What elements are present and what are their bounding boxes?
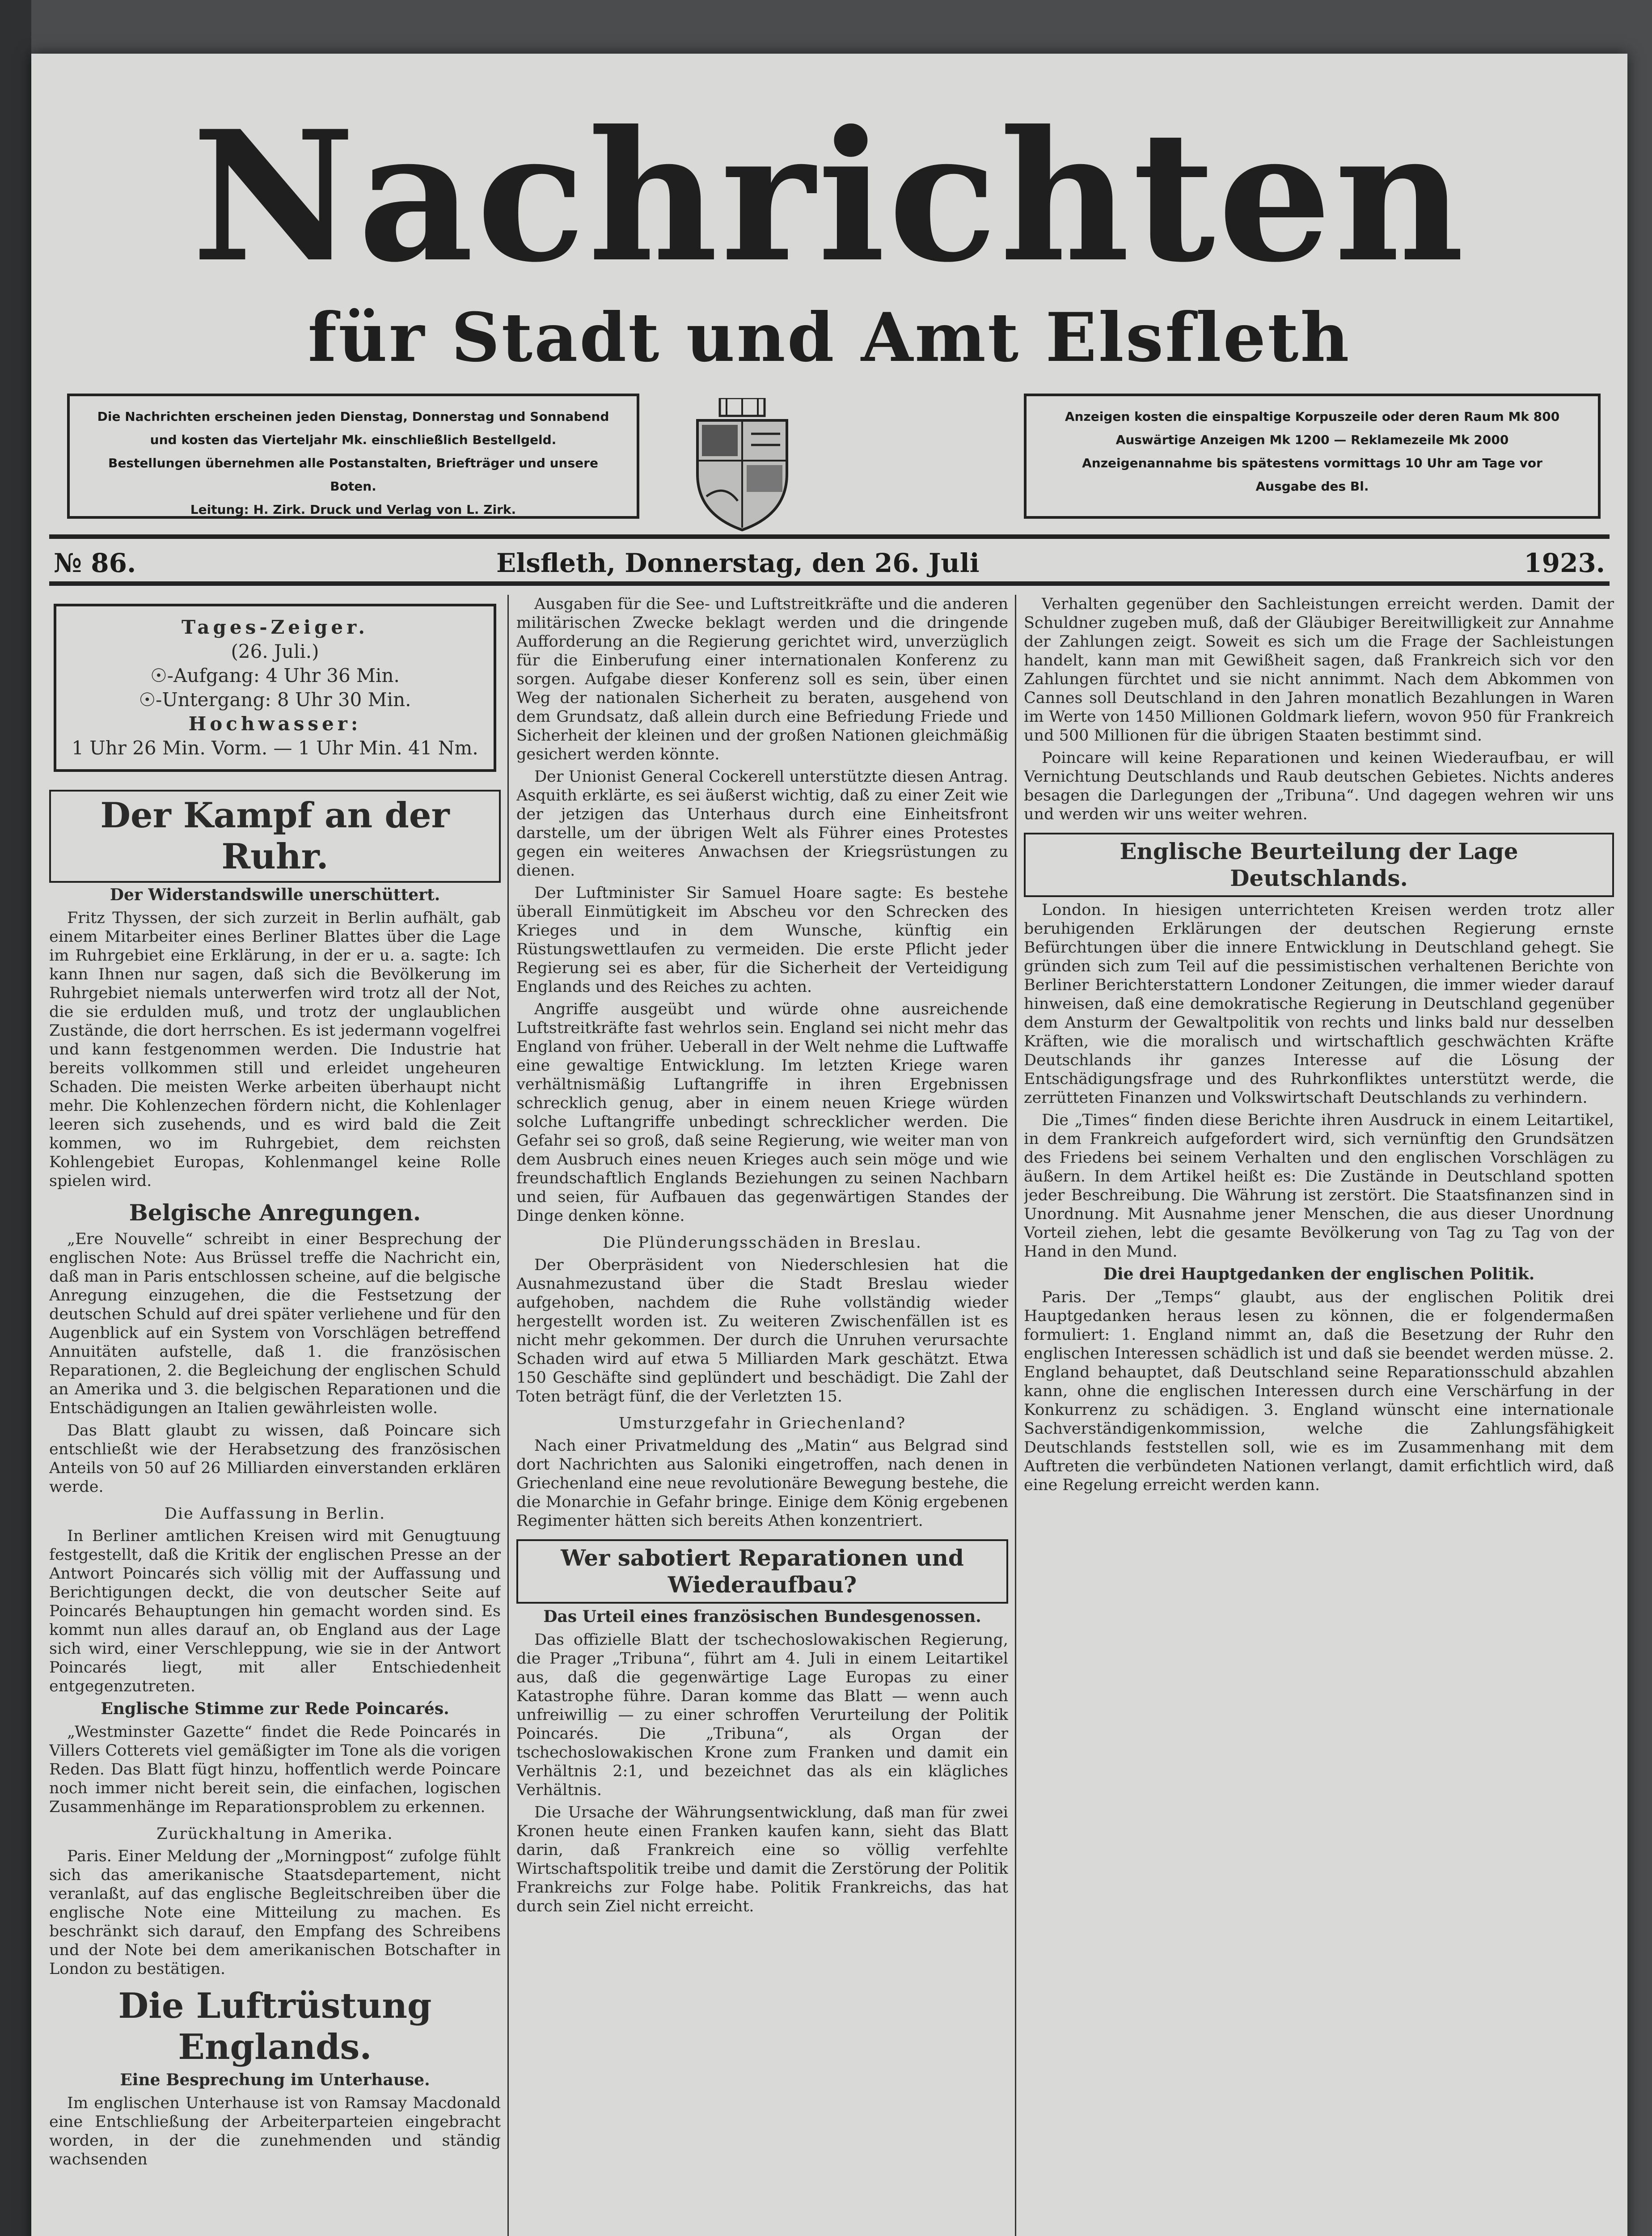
article-paragraph: Nach einer Privatmeldung des „Matin“ aus Belgrad sind dort Nachrichten aus Saloniki eingetroffen, nach denen in Griechenland eine neue revolutionäre Bewegung bestehe, die die Monarchie in Gefahr bringe. Einige dem König ergebenen Regimenter hätten sich bereits Athen konzentriert. [516, 1437, 1008, 1530]
dateline [49, 548, 1610, 584]
subscription-info-box [67, 394, 639, 519]
day-indicator-box [54, 604, 496, 772]
high-tide-times: 1 Uhr 26 Min. Vorm. — 1 Uhr Min. 41 Nm. [72, 737, 478, 759]
article-paragraph: In Berliner amtlichen Kreisen wird mit Genugtuung festgestellt, daß die Kritik der englischen Presse an der Antwort Poincarés sich völlig mit der Auffassung und Berichtigungen deckt, die von deutscher Seite auf Poincarés Behauptungen hin gemacht worden sind. Es kommt nun alles darauf an, ob England aus der Lage sich wird, einer Verschleppung, wie sie in der Antwort Poincarés liegt, mit aller Entschiedenheit entgegenzutreten. [49, 1527, 501, 1695]
section-heading: Englische Stimme zur Rede Poincarés. [101, 1699, 449, 1718]
advertising-info-box [1024, 394, 1601, 519]
section-heading: Die drei Hauptgedanken der englischen Politik. [1103, 1265, 1535, 1283]
advertising-line: Ausgabe des Bl. [1255, 479, 1369, 494]
divider [49, 534, 1610, 539]
article-subheadline: Der Widerstandswille unerschüttert. [110, 885, 440, 904]
article-paragraph: Das Blatt glaubt zu wissen, daß Poincare sich entschließt wie der Herabsetzung des französischen Anteils von 50 auf 26 Milliarden einverstanden erklären werde. [49, 1422, 501, 1496]
section-heading: Belgische Anregungen. [129, 1199, 421, 1226]
article-paragraph: Der Luftminister Sir Samuel Hoare sagte: Es bestehe überall Einmütigkeit im Abscheu vor den Schrecken des Krieges und in dem Wunsche, künftig ein Rüstungswettlaufen zu vermeiden. Die erste Pflicht jeder Regierung sei es aber, für die Sicherheit der Verteidigung Englands und des Reiches zu achten. [516, 884, 1008, 996]
section-heading: Die Plünderungsschäden in Breslau. [603, 1234, 922, 1252]
article-paragraph: „Westminster Gazette“ findet die Rede Poincarés in Villers Cotterets viel gemäßigter im Tone als die vorigen Reden. Das Blatt fügt hinzu, hoffentlich werde Poincare noch immer nicht bereit sein, die einfachen, logischen Zusammenhänge im Reparationsproblem zu erkennen. [49, 1723, 501, 1816]
article-headline: Wer sabotiert Reparationen und Wiederaufbau? [516, 1539, 1008, 1604]
article-headline: Die Luftrüstung Englands. [118, 1986, 432, 2067]
high-tide-title: Hochwasser: [188, 713, 362, 735]
article-paragraph: Die „Times“ finden diese Berichte ihren Ausdruck in einem Leitartikel, in dem Frankreich aufgefordert wird, sich vernünftig den Grundsätzen des Friedens bei seinem Verhalten und den englischen Vorschlägen zu äußern. In dem Artikel heißt es: Die Zustände in Deutschland spotten jeder Beschreibung. Die Währung ist zerstört. Die Staatsfinanzen sind in Unordnung. Mit Ausnahme jener Menschen, die aus dieser Unordnung Vorteil ziehen, lebt die gesamte Bevölkerung von Tag zu Tag von der Hand in den Mund. [1024, 1111, 1614, 1261]
column-2 [516, 595, 1008, 2236]
subscription-line: Die Nachrichten erscheinen jeden Dienstag, Donnerstag und Sonnabend [97, 409, 609, 424]
day-indicator-date: (26. Juli.) [231, 640, 319, 662]
article-subheadline: Eine Besprechung im Unterhause. [120, 2071, 430, 2089]
section-heading: Umsturzgefahr in Griechenland? [618, 1414, 906, 1432]
book-spine [0, 0, 31, 2236]
section-heading: Die Auffassung in Berlin. [164, 1505, 386, 1523]
sunrise: ☉-Aufgang: 4 Uhr 36 Min. [150, 665, 400, 686]
masthead-title: Nachrichten [191, 92, 1467, 302]
newspaper-page [31, 54, 1627, 2236]
column-divider [507, 595, 509, 2236]
subscription-line: und kosten das Vierteljahr Mk. einschließlich Bestellgeld. [150, 432, 557, 447]
article-paragraph: Angriffe ausgeübt und würde ohne ausreichende Luftstreitkräfte fast wehrlos sein. England sei nicht mehr das England von früher. Ueberall in der Welt nehme die Luftwaffe eine gewaltige Entwicklung. Im letzten Kriege waren verhältnismäßig Luftangriffe in ihren Ergebnissen schrecklich genug, aber in einem neuen Kriege würden solche Luftangriffe unbedingt schrecklicher werden. Die Gefahr sei so groß, daß seine Regierung, wie weiter man von dem Ausbruch eines neuen Krieges auch sein möge und wie freundschaftlich Englands Beziehungen zu seinen Nachbarn und seien, für Aufbauen das gegenwärtigen Standes der Dinge denken könne. [516, 1000, 1008, 1225]
advertising-line: Anzeigenannahme bis spätestens vormittags 10 Uhr am Tage vor [1082, 456, 1542, 470]
column-divider [1015, 595, 1016, 2236]
masthead [49, 54, 1610, 519]
masthead-subtitle: für Stadt und Amt Elsfleth [308, 298, 1351, 377]
article-paragraph: Im englischen Unterhause ist von Ramsay Macdonald eine Entschließung der Arbeiterparteien eingebracht worden, in der die zunehmenden und ständig wachsenden [49, 2094, 501, 2168]
article-headline: Der Kampf an der Ruhr. [49, 790, 501, 883]
article-paragraph: Ausgaben für die See- und Luftstreitkräfte und die anderen militärischen Zwecke beklagt werden und die dringende Aufforderung an die Regierung gerichtet wird, unverzüglich für die Einberufung einer internationalen Konferenz zu sorgen. Aufgabe dieser Konferenz soll es sein, über einen Weg der nationalen Sicherheit zu beraten, ausgehend von dem Grundsatz, daß allein durch eine Befriedung Friede und Sicherheit der kleinen und der großen Nationen gleichmäßig gesichert werden könnte. [516, 595, 1008, 763]
article-paragraph: Fritz Thyssen, der sich zurzeit in Berlin aufhält, gab einem Mitarbeiter eines Berliner Blattes über die Lage im Ruhrgebiet eine Erklärung, in der er u. a. sagte: Ich kann Ihnen nur sagen, daß sich die Bevölkerung im Ruhrgebiet niemals unterwerfen wird trotz all der Not, die sie erdulden muß, und trotz der unglaublichen Zustände, die dort herrschen. Es ist jedermann vogelfrei und kann festgenommen werden. Die Industrie hat bereits vollkommen still und erleidet ungeheuren Schaden. Die meisten Werke arbeiten überhaupt nicht mehr. Die Kohlenzechen fördern nicht, die Kohlenlager leeren sich zusehends, und es wird bald die Zeit kommen, wo im Ruhrgebiet, dem reichsten Kohlengebiet Europas, Kohlenmangel keine Rolle spielen wird. [49, 909, 501, 1190]
column-3 [1024, 595, 1614, 2236]
coat-of-arms-icon [693, 398, 791, 532]
article-headline: Englische Beurteilung der Lage Deutschlands. [1024, 833, 1614, 897]
issue-year: 1923. [1524, 548, 1605, 578]
article-paragraph: London. In hiesigen unterrichteten Kreisen werden trotz aller beruhigenden Erklärungen der deutschen Regierung ernste Befürchtungen über die innere Entwicklung in Deutschland gehegt. Sie gründen sich zum Teil auf die pessimistischen verhaltenen Berichte von Berliner Berichterstattern Londoner Zeitungen, die immer wieder darauf hinweisen, daß eine demokratische Regierung in Deutschland gegenüber dem Ansturm der Gewaltpolitik von rechts und links bald nur desselben Kräften, wie die moralisch und wirtschaftlich geschwächten Kräfte Deutschlands ihr ganzes Interesse auf die Lösung der Entschädigungsfrage und des Ruhrkonfliktes unterstützt werde, die zerrütteten Finanzen und Volkswirtschaft Deutschlands zu verhindern. [1024, 901, 1614, 1107]
place-date: Elsfleth, Donnerstag, den 26. Juli [496, 548, 980, 578]
article-paragraph: Poincare will keine Reparationen und keinen Wiederaufbau, er will Vernichtung Deutschlands und Raub deutschen Gebietes. Nichts anderes besagen die Darlegungen der „Tribuna“. Und dagegen wehren wir uns und werden wir uns weiter wehren. [1024, 749, 1614, 823]
article-paragraph: Der Oberpräsident von Niederschlesien hat die Ausnahmezustand über die Stadt Breslau wieder aufgehoben, nachdem die Ruhe vollständig wieder hergestellt worden ist. Zu weiteren Zwischenfällen ist es nicht mehr gekommen. Der durch die Unruhen verursachte Schaden wird auf etwa 5 Milliarden Mark geschätzt. Etwa 150 Geschäfte sind geplündert und beschädigt. Die Zahl der Toten beträgt fünf, die der Verletzten 15. [516, 1256, 1008, 1406]
subscription-line: Bestellungen übernehmen alle Postanstalten, Briefträger und unsere Boten. [108, 456, 598, 494]
article-paragraph: Paris. Der „Temps“ glaubt, aus der englischen Politik drei Hauptgedanken heraus lesen zu können, die er folgendermaßen formuliert: 1. England nimmt an, daß die Besetzung der Ruhr den englischen Interessen schädlich ist und daß sie beendet werden müsse. 2. England behauptet, daß Deutschland seine Reparationsschuld abzahlen kann, ohne die englischen Interessen durch eine Verschärfung in der Konkurrenz zu schädigen. 3. England wünscht eine internationale Sachverständigenkommission, welche die Zahlungsfähigkeit Deutschlands feststellen soll, wie es im Zusammenhang mit dem Auftreten die verbündeten Nationen verlangt, damit erfichtlich wird, daß eine Regelung erreicht werden kann. [1024, 1288, 1614, 1494]
divider [49, 581, 1610, 586]
issue-number: № 86. [54, 548, 136, 578]
article-paragraph: Paris. Einer Meldung der „Morningpost“ zufolge fühlt sich das amerikanische Staatsdepartement, nicht veranlaßt, auf das englische Begleitschreiben über die englische Note eine Mitteilung zu machen. Es beschränkt sich darauf, den Empfang des Schreibens und der Note bei dem amerikanischen Botschafter in London zu bestätigen. [49, 1847, 501, 1978]
advertising-line: Auswärtige Anzeigen Mk 1200 — Reklamezeile Mk 2000 [1115, 432, 1509, 447]
advertising-line: Anzeigen kosten die einspaltige Korpuszeile oder deren Raum Mk 800 [1065, 409, 1560, 424]
article-subheadline: Das Urteil eines französischen Bundesgenossen. [543, 1607, 981, 1626]
article-paragraph: „Ere Nouvelle“ schreibt in einer Besprechung der englischen Note: Aus Brüssel treffe die Nachricht ein, daß man in Paris entschlossen scheine, auf die belgische Anregung einzugehen, die die Festsetzung der deutschen Schuld auf drei später verliehene und für den Augenblick auf ein System von Vorschlägen betreffend Annuitäten aufstelle, daß 1. die französischen Reparationen, 2. die Begleichung der englischen Schuld an Amerika und 3. die belgischen Reparationen und die Entschädigungen an Italien gewährleisten wolle. [49, 1230, 501, 1417]
section-heading: Zurückhaltung in Amerika. [156, 1825, 393, 1843]
article-paragraph: Das offizielle Blatt der tschechoslowakischen Regierung, die Prager „Tribuna“, führt am 4. Juli in einem Leitartikel aus, daß die gegenwärtige Lage Europas zu einer Katastrophe führe. Daran komme das Blatt — wenn auch unfreiwillig — zu einer schroffen Verurteilung der Politik Poincarés. Die „Tribuna“, als Organ der tschechoslowakischen Krone zum Franken und damit ein Verhältnis 2:1, und bezeichnet das als ein klägliches Verhältnis. [516, 1631, 1008, 1799]
column-1 [49, 595, 501, 2236]
article-paragraph: Die Ursache der Währungsentwicklung, daß man für zwei Kronen heute einen Franken kaufen kann, sieht das Blatt darin, daß Frankreich eine so völlig verfehlte Wirtschaftspolitik treibe und damit die Zerstörung der Politik Frankreichs zur Folge habe. Politik Frankreichs, das hat durch sein Ziel nicht erreicht. [516, 1804, 1008, 1915]
day-indicator-title: Tages-Zeiger. [182, 616, 368, 638]
subscription-line: Leitung: H. Zirk. Druck und Verlag von L. Zirk. [190, 502, 516, 517]
article-paragraph: Der Unionist General Cockerell unterstützte diesen Antrag. Asquith erklärte, es sei äußerst wichtig, daß zu einer Zeit wie der jetzigen das Unterhaus durch eine Einheitsfront darstelle, um der übrigen Welt als Führer eines Protestes gegen ein weiteres Anwachsen der Kriegsrüstungen zu dienen. [516, 768, 1008, 880]
article-paragraph: Verhalten gegenüber den Sachleistungen erreicht werden. Damit der Schuldner zugeben muß, daß der Gläubiger Bereitwilligkeit zur Annahme der Zahlungen zeigt. Soweit es sich um die Frage der Sachleistungen handelt, kann man mit Gewißheit sagen, daß Frankreich sich vor den Zahlungen fürchtet und sie nicht annimmt. Nach dem Abkommen von Cannes soll Deutschland in den Jahren monatlich Bezahlungen in Waren im Werte von 1450 Millionen Goldmark liefern, wovon 950 für Frankreich und 500 Millionen für die übrigen Staaten bestimmt sind. [1024, 595, 1614, 745]
sunset: ☉-Untergang: 8 Uhr 30 Min. [139, 689, 411, 711]
